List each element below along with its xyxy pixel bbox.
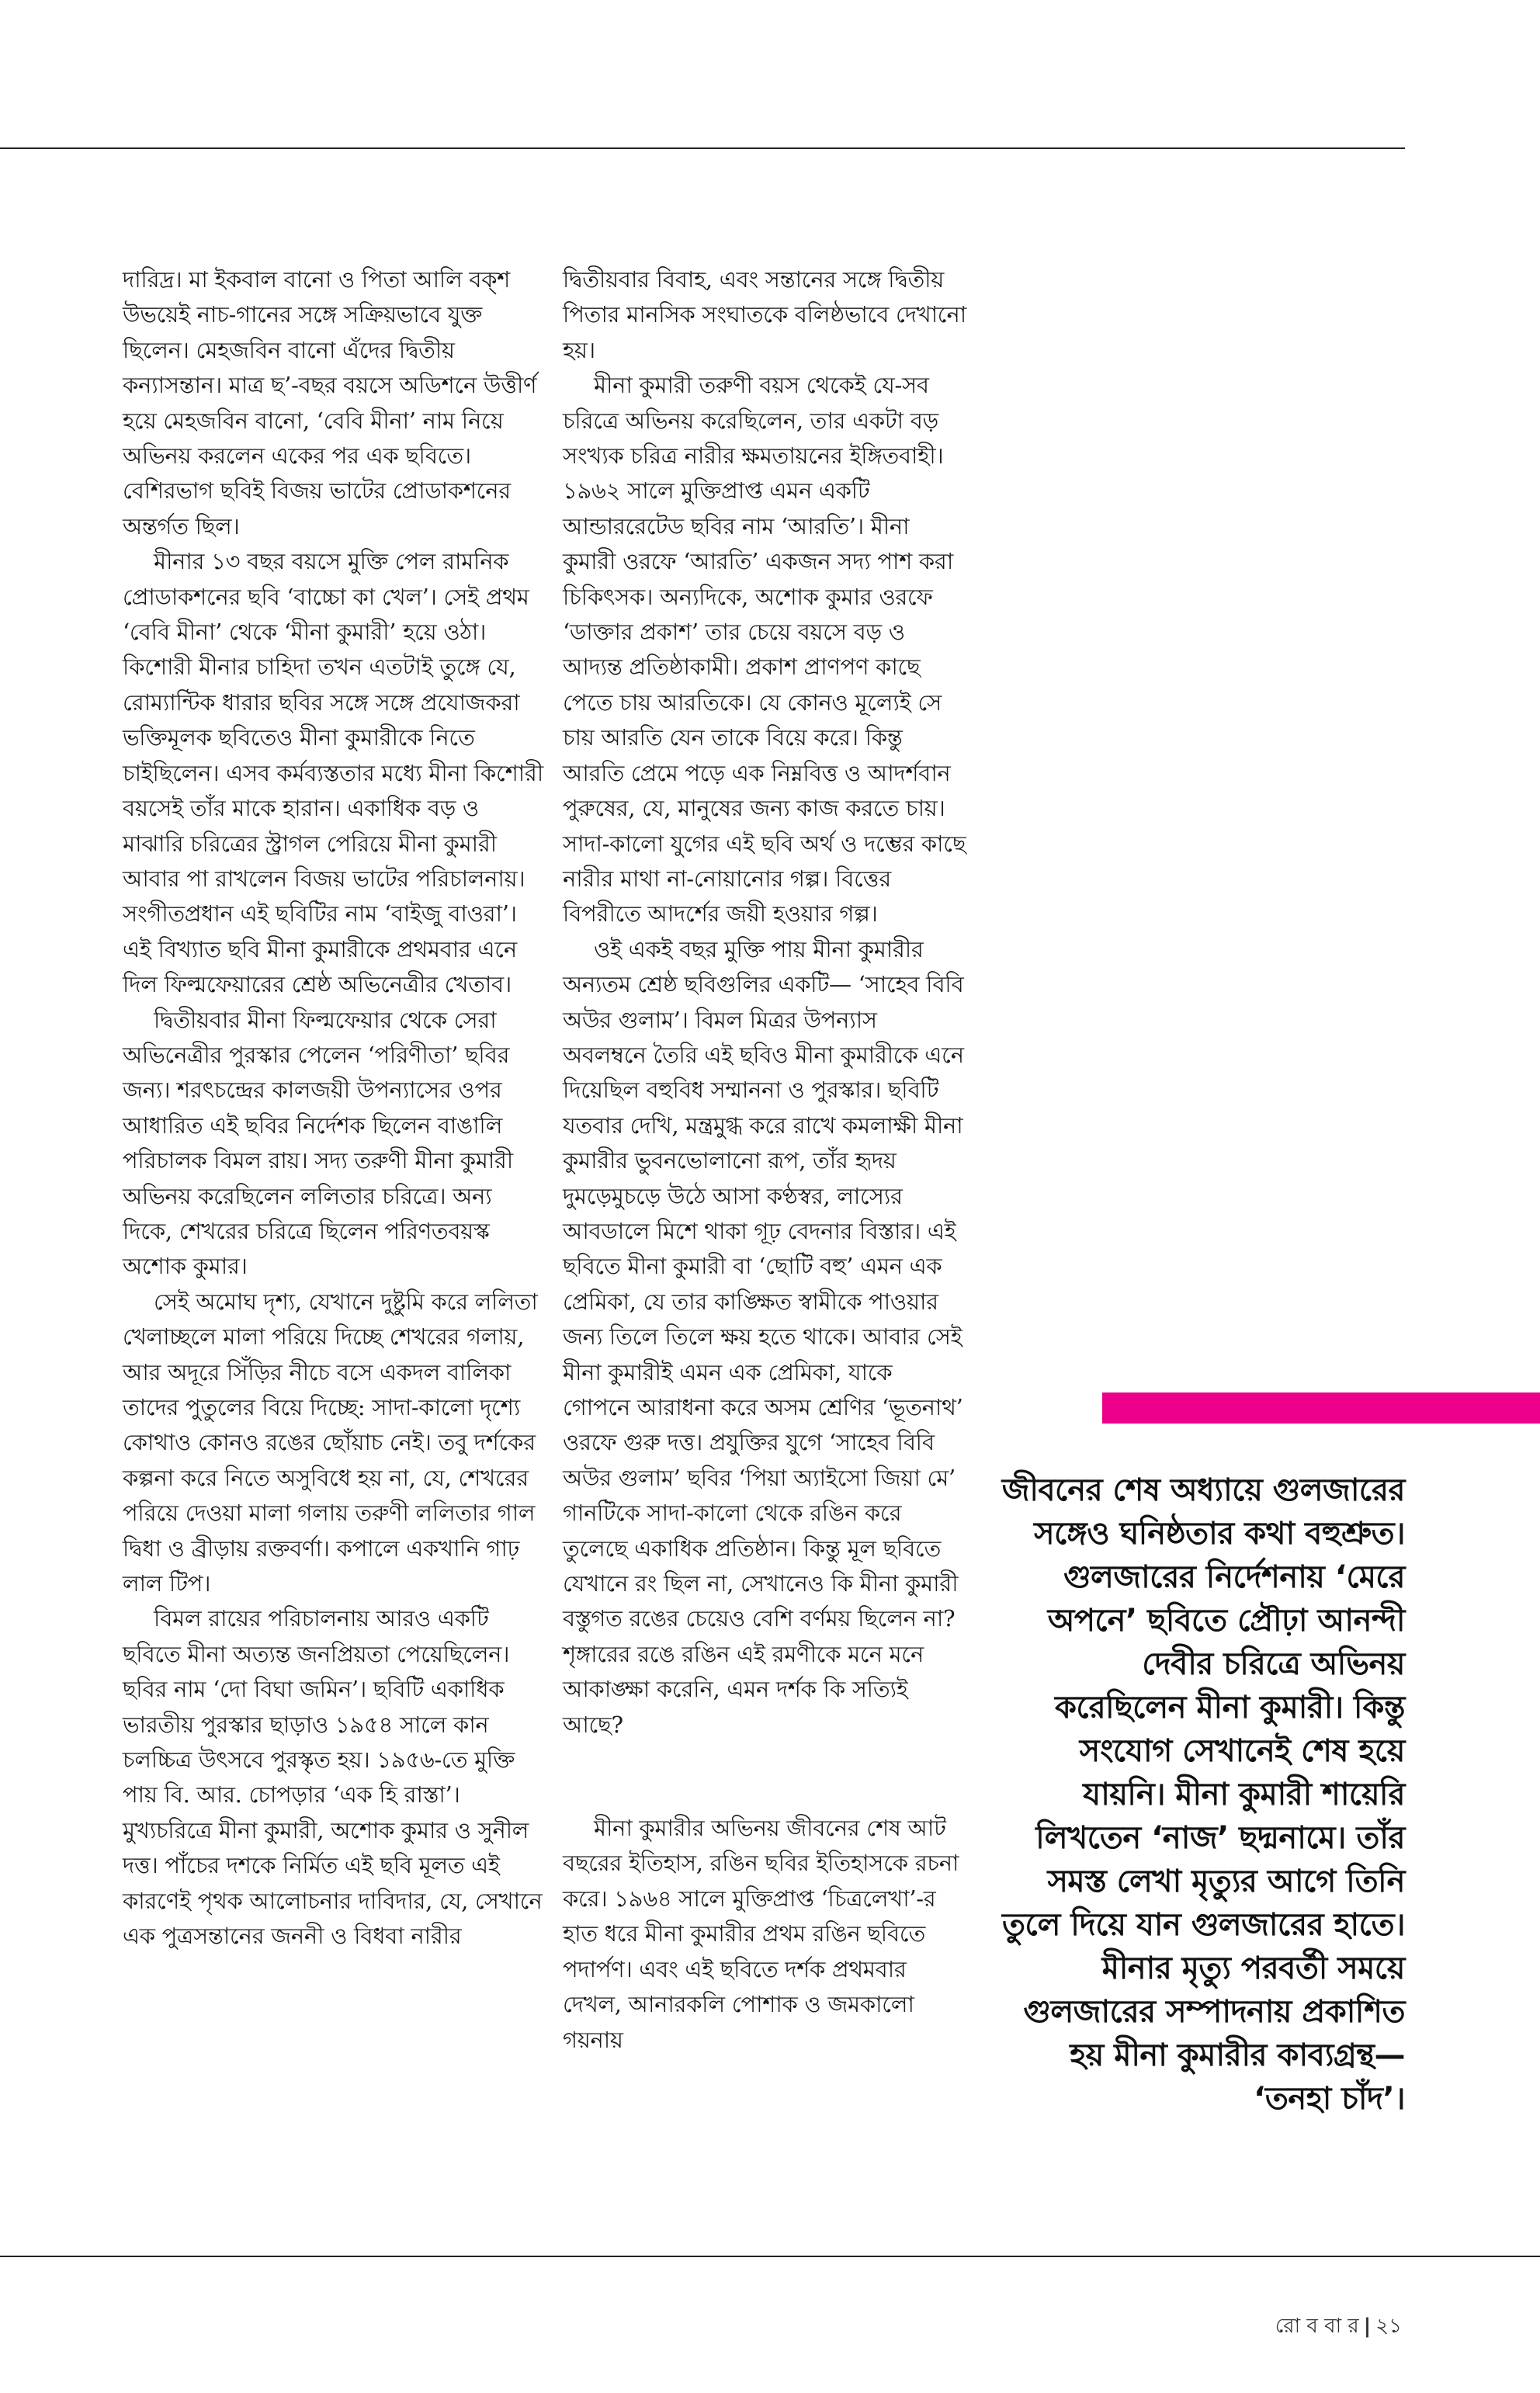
- paragraph: দারিদ্র। মা ইকবাল বানো ও পিতা আলি বক্শ উভয়েই নাচ-গানের সঙ্গে সক্রিয়ভাবে যুক্ত ছিলেন। মেহজবিন বানো এঁদের দ্বিতীয় কন্যাসন্তান। মাত্র ছ’-বছর বয়সে অডিশনে উত্তীর্ণ হয়ে মেহজবিন বানো, ‘বেবি মীনা’ নাম নিয়ে অভিনয় করলেন একের পর এক ছবিতে। বেশিরভাগ ছবিই বিজয় ভাটের প্রোডাকশনের অন্তর্গত ছিল।: [123, 266, 537, 539]
- article-column-right: [563, 262, 966, 2058]
- accent-bar: [1102, 1392, 1540, 1424]
- paragraph: সেই অমোঘ দৃশ্য, যেখানে দুষ্টুমি করে ললিতা খেলাচ্ছলে মালা পরিয়ে দিচ্ছে শেখরের গলায়, আর অদূরে সিঁড়ির নীচে বসে একদল বালিকা তাদের পুতুলের বিয়ে দিচ্ছে: সাদা-কালো দৃশ্যে কোথাও কোনও রঙের ছোঁয়াচ নেই। তবু দর্শকের কল্পনা করে নিতে অসুবিধে হয় না, যে, শেখরের পরিয়ে দেওয়া মালা গলায় তরুণী ললিতার গাল দ্বিধা ও ব্রীড়ায় রক্তবর্ণা। কপালে একখানি গাঢ় লাল টিপ।: [123, 1288, 538, 1597]
- bottom-rule: [0, 2256, 1540, 2257]
- paragraph: মীনা কুমারীর অভিনয় জীবনের শেষ আট বছরের ইতিহাস, রঙিন ছবির ইতিহাসকে রচনা করে। ১৯৬৪ সালে মুক্তিপ্রাপ্ত ‘চিত্রলেখা’-র হাত ধরে মীনা কুমারীর প্রথম রঙিন ছবিতে পদার্পণ। এবং এই ছবিতে দর্শক প্রথমবার দেখল, আনারকলি পোশাক ও জমকালো গয়নায়: [563, 1815, 959, 2053]
- paragraph: মীনা কুমারী তরুণী বয়স থেকেই যে-সব চরিত্রে অভিনয় করেছিলেন, তার একটা বড় সংখ্যক চরিত্র নারীর ক্ষমতায়নের ইঙ্গিতবাহী। ১৯৬২ সালে মুক্তিপ্রাপ্ত এমন একটি আন্ডাররেটেড ছবির নাম ‘আরতি’। মীনা কুমারী ওরফে ‘আরতি’ একজন সদ্য পাশ করা চিকিৎসক। অন্যদিকে, অশোক কুমার ওরফে ‘ডাক্তার প্রকাশ’ তার চেয়ে বয়সে বড় ও আদ্যন্ত প্রতিষ্ঠাকামী। প্রকাশ প্রাণপণ কাছে পেতে চায় আরতিকে। যে কোনও মূল্যেই সে চায় আরতি যেন তাকে বিয়ে করে। কিন্তু আরতি প্রেমে পড়ে এক নিম্নবিত্ত ও আদর্শবান পুরুষের, যে, মানুষের জন্য কাজ করতে চায়। সাদা-কালো যুগের এই ছবি অর্থ ও দম্ভের কাছে নারীর মাথা না-নোয়ানোর গল্প। বিত্তের বিপরীতে আদর্শের জয়ী হওয়ার গল্প।: [563, 372, 966, 928]
- paragraph: ওই একই বছর মুক্তি পায় মীনা কুমারীর অন্যতম শ্রেষ্ঠ ছবিগুলির একটি— ‘সাহেব বিবি অউর গুলাম’। বিমল মিত্রর উপন্যাস অবলম্বনে তৈরি এই ছবিও মীনা কুমারীকে এনে দিয়েছিল বহুবিধ সম্মাননা ও পুরস্কার। ছবিটি যতবার দেখি, মন্ত্রমুগ্ধ করে রাখে কমলাক্ষী মীনা কুমারীর ভুবনভোলানো রূপ, তাঁর হৃদয় দুমড়েমুচড়ে উঠে আসা কণ্ঠস্বর, লাস্যের আবডালে মিশে থাকা গূঢ় বেদনার বিস্তার। এই ছবিতে মীনা কুমারী বা ‘ছোটি বহু’ এমন এক প্রেমিকা, যে তার কাঙ্ক্ষিত স্বামীকে পাওয়ার জন্য তিলে তিলে ক্ষয় হতে থাকে। আবার সেই মীনা কুমারীই এমন এক প্রেমিকা, যাকে গোপনে আরাধনা করে অসম শ্রেণির ‘ভূতনাথ’ ওরফে গুরু দত্ত। প্রযুক্তির যুগে ‘সাহেব বিবি অউর গুলাম’ ছবির ‘পিয়া অ্যাইসো জিয়া মে’ গানটিকে সাদা-কালো থেকে রঙিন করে তুলেছে একাধিক প্রতিষ্ঠান। কিন্তু মূল ছবিতে যেখানে রং ছিল না, সেখানেও কি মীনা কুমারী বস্তুগত রঙের চেয়েও বেশি বর্ণময় ছিলেন না? শৃঙ্গারের রঙে রঙিন এই রমণীকে মনে মনে আকাঙ্ক্ষা করেনি, এমন দর্শক কি সত্যিই আছে?: [563, 935, 964, 1738]
- paragraph: দ্বিতীয়বার মীনা ফিল্মফেয়ার থেকে সেরা অভিনেত্রীর পুরস্কার পেলেন ‘পরিণীতা’ ছবির জন্য। শরৎচন্দ্রের কালজয়ী উপন্যাসের ওপর আধারিত এই ছবির নির্দেশক ছিলেন বাঙালি পরিচালক বিমল রায়। সদ্য তরুণী মীনা কুমারী অভিনয় করেছিলেন ললিতার চরিত্রে। অন্য দিকে, শেখরের চরিত্রে ছিলেন পরিণতবয়স্ক অশোক কুমার।: [123, 1006, 513, 1280]
- paragraph: দ্বিতীয়বার বিবাহ, এবং সন্তানের সঙ্গে দ্বিতীয় পিতার মানসিক সংঘাতকে বলিষ্ঠভাবে দেখানো হয়।: [563, 266, 966, 363]
- magazine-name: রো ব বা র: [1275, 2315, 1359, 2338]
- page-number: ২১: [1375, 2315, 1402, 2338]
- pull-quote: জীবনের শেষ অধ্যায়ে গুলজারের সঙ্গেও ঘনিষ্ঠতার কথা বহুশ্রুত। গুলজারের নির্দেশনায় ‘মেরে অপনে’ ছবিতে প্রৌঢ়া আনন্দী দেবীর চরিত্রে অভিনয় করেছিলেন মীনা কুমারী। কিন্তু সংযোগ সেখানেই শেষ হয়ে যায়নি। মীনা কুমারী শায়েরি লিখতেন ‘নাজ’ ছদ্মনামে। তাঁর সমস্ত লেখা মৃত্যুর আগে তিনি তুলে দিয়ে যান গুলজারের হাতে। মীনার মৃত্যু পরবর্তী সময়ে গুলজারের সম্পাদনায় প্রকাশিত হয় মীনা কুমারীর কাব্যগ্রন্থ— ‘তনহা চাঁদ’।: [1001, 1472, 1405, 2117]
- article-column-left: [123, 262, 546, 1954]
- paragraph: মীনার ১৩ বছর বয়সে মুক্তি পেল রামনিক প্রোডাকশনের ছবি ‘বাচ্চো কা খেল’। সেই প্রথম ‘বেবি মীনা’ থেকে ‘মীনা কুমারী’ হয়ে ওঠা। কিশোরী মীনার চাহিদা তখন এতটাই তুঙ্গে যে, রোম্যান্টিক ধারার ছবির সঙ্গে সঙ্গে প্রযোজকরা ভক্তিমূলক ছবিতেও মীনা কুমারীকে নিতে চাইছিলেন। এসব কর্মব্যস্ততার মধ্যে মীনা কিশোরী বয়সেই তাঁর মাকে হারান। একাধিক বড় ও মাঝারি চরিত্রের স্ট্রাগল পেরিয়ে মীনা কুমারী আবার পা রাখলেন বিজয় ভাটের পরিচালনায়। সংগীতপ্রধান এই ছবিটির নাম ‘বাইজু বাওরা’। এই বিখ্যাত ছবি মীনা কুমারীকে প্রথমবার এনে দিল ফিল্মফেয়ারের শ্রেষ্ঠ অভিনেত্রীর খেতাব।: [123, 548, 543, 998]
- folio-separator: |: [1363, 2315, 1372, 2338]
- top-rule: [0, 147, 1405, 149]
- page-folio: [1275, 2310, 1402, 2344]
- paragraph: বিমল রায়ের পরিচালনায় আরও একটি ছবিতে মীনা অত্যন্ত জনপ্রিয়তা পেয়েছিলেন। ছবির নাম ‘দো বিঘা জমিন’। ছবিটি একাধিক ভারতীয় পুরস্কার ছাড়াও ১৯৫৪ সালে কান চলচ্চিত্র উৎসবে পুরস্কৃত হয়। ১৯৫৬-তে মুক্তি পায় বি. আর. চোপড়ার ‘এক হি রাস্তা’। মুখ্যচরিত্রে মীনা কুমারী, অশোক কুমার ও সুনীল দত্ত। পাঁচের দশকে নির্মিত এই ছবি মূলত এই কারণেই পৃথক আলোচনার দাবিদার, যে, সেখানে এক পুত্রসন্তানের জননী ও বিধবা নারীর: [123, 1605, 543, 1950]
